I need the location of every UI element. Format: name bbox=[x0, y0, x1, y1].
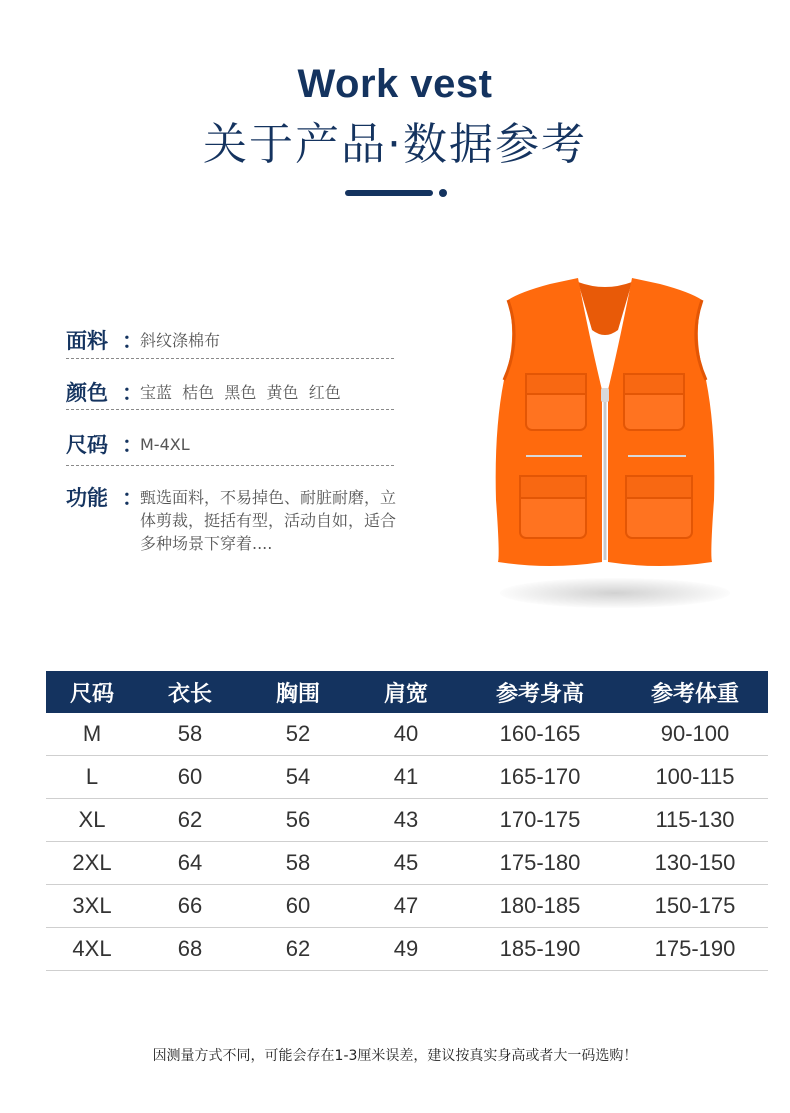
table-header-length: 衣长 bbox=[138, 671, 242, 713]
table-cell: 54 bbox=[242, 756, 354, 799]
title-english: Work vest bbox=[297, 62, 493, 106]
orange-vest-icon bbox=[490, 270, 720, 580]
table-row bbox=[46, 885, 768, 928]
spec-label-size: 尺码 bbox=[66, 433, 108, 457]
table-row bbox=[46, 842, 768, 885]
title-underline-dot bbox=[439, 189, 447, 197]
table-row bbox=[46, 713, 768, 756]
table-cell: 47 bbox=[354, 885, 458, 928]
size-table bbox=[46, 671, 768, 971]
table-cell: 52 bbox=[242, 713, 354, 756]
spec-divider bbox=[66, 358, 394, 359]
table-cell: 4XL bbox=[46, 928, 138, 971]
table-cell: 58 bbox=[242, 842, 354, 885]
table-cell: 62 bbox=[138, 799, 242, 842]
table-cell: L bbox=[46, 756, 138, 799]
table-header-height: 参考身高 bbox=[458, 671, 622, 713]
table-cell: 56 bbox=[242, 799, 354, 842]
table-cell: 150-175 bbox=[622, 885, 768, 928]
table-cell: 49 bbox=[354, 928, 458, 971]
table-cell: XL bbox=[46, 799, 138, 842]
spec-divider bbox=[66, 409, 394, 410]
spec-value-function: 甄选面料，不易掉色、耐脏耐磨，立体剪裁，挺括有型，活动自如，适合多种场景下穿着.... bbox=[140, 488, 397, 553]
table-row bbox=[46, 928, 768, 971]
table-cell: 180-185 bbox=[458, 885, 622, 928]
table-cell: 90-100 bbox=[622, 713, 768, 756]
table-header-weight: 参考体重 bbox=[622, 671, 768, 713]
title-chinese: 关于产品·数据参考 bbox=[203, 119, 587, 170]
table-cell: 175-190 bbox=[622, 928, 768, 971]
spec-label-fabric: 面料 bbox=[66, 329, 108, 353]
spec-value-fabric: 斜纹涤棉布 bbox=[140, 331, 221, 350]
table-cell: 62 bbox=[242, 928, 354, 971]
table-cell: 130-150 bbox=[622, 842, 768, 885]
spec-value-size: M-4XL bbox=[140, 435, 190, 454]
table-cell: 58 bbox=[138, 713, 242, 756]
table-row bbox=[46, 799, 768, 842]
vest-shadow bbox=[500, 578, 730, 608]
table-cell: M bbox=[46, 713, 138, 756]
table-cell: 68 bbox=[138, 928, 242, 971]
table-cell: 100-115 bbox=[622, 756, 768, 799]
table-cell: 66 bbox=[138, 885, 242, 928]
table-cell: 160-165 bbox=[458, 713, 622, 756]
table-cell: 165-170 bbox=[458, 756, 622, 799]
table-cell: 115-130 bbox=[622, 799, 768, 842]
spec-colon: ： bbox=[122, 330, 143, 353]
table-header-shoulder: 肩宽 bbox=[354, 671, 458, 713]
table-cell: 64 bbox=[138, 842, 242, 885]
table-cell: 175-180 bbox=[458, 842, 622, 885]
table-cell: 2XL bbox=[46, 842, 138, 885]
table-cell: 185-190 bbox=[458, 928, 622, 971]
table-header-size: 尺码 bbox=[46, 671, 138, 713]
spec-label-function: 功能 bbox=[66, 486, 108, 510]
table-cell: 170-175 bbox=[458, 799, 622, 842]
table-cell: 60 bbox=[138, 756, 242, 799]
spec-divider bbox=[66, 465, 394, 466]
table-cell: 3XL bbox=[46, 885, 138, 928]
table-cell: 40 bbox=[354, 713, 458, 756]
table-cell: 43 bbox=[354, 799, 458, 842]
title-underline-bar bbox=[345, 190, 433, 196]
table-cell: 45 bbox=[354, 842, 458, 885]
table-cell: 41 bbox=[354, 756, 458, 799]
table-row bbox=[46, 756, 768, 799]
table-header-row bbox=[46, 671, 768, 713]
table-cell: 60 bbox=[242, 885, 354, 928]
spec-colon: ： bbox=[122, 487, 143, 510]
measurement-footnote: 因测量方式不同，可能会存在1-3厘米误差，建议按真实身高或者大一码选购！ bbox=[152, 1048, 638, 1064]
spec-colon: ： bbox=[122, 434, 143, 457]
table-header-chest: 胸围 bbox=[242, 671, 354, 713]
spec-label-color: 颜色 bbox=[66, 381, 108, 405]
spec-colon: ： bbox=[122, 382, 143, 405]
spec-value-color: 宝蓝 桔色 黑色 黄色 红色 bbox=[140, 383, 341, 402]
